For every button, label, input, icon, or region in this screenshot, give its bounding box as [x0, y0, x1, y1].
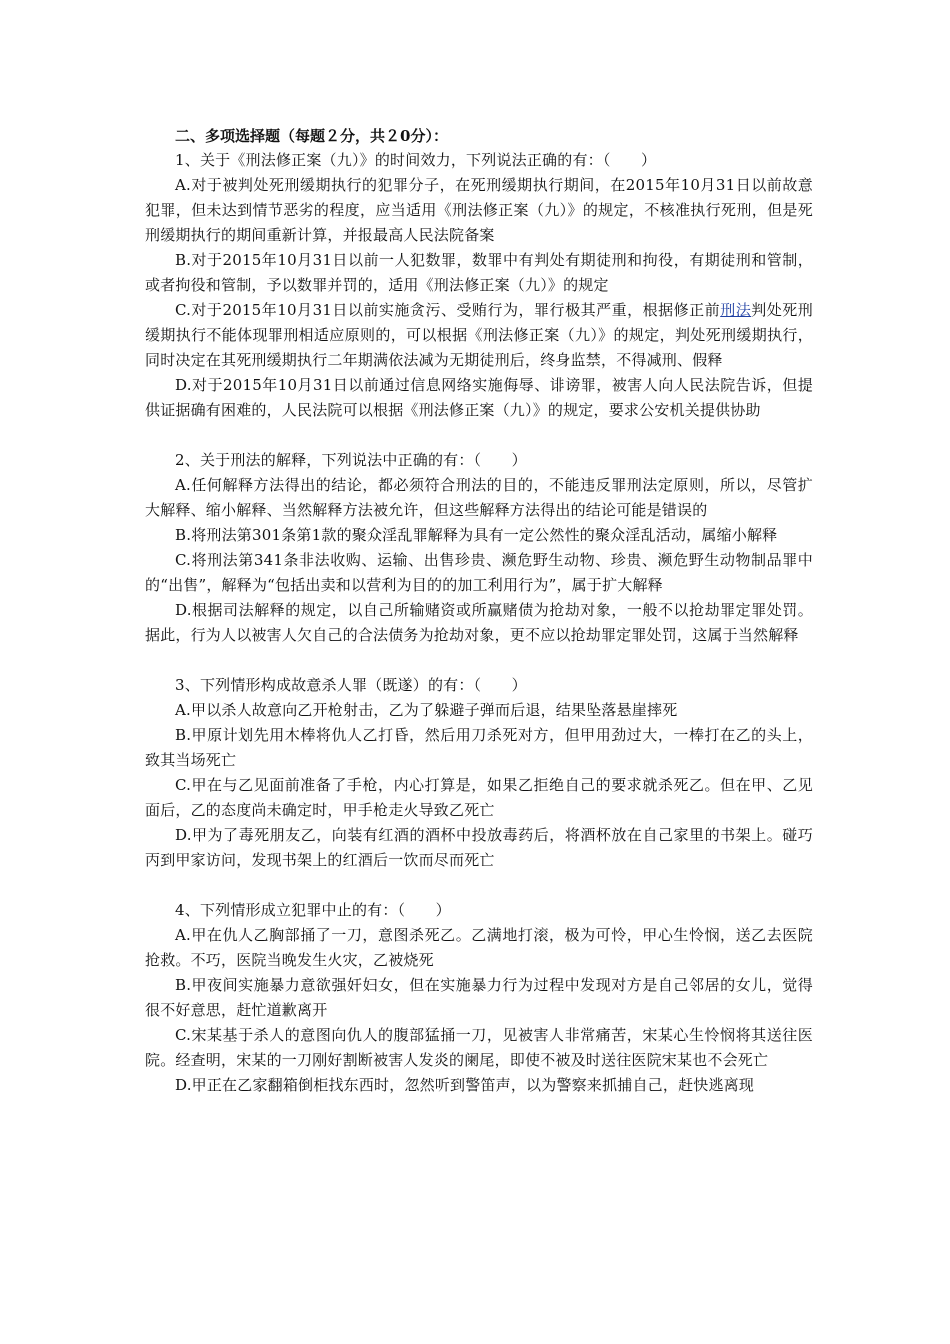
- option-d: D.对于2015年10月31日以前通过信息网络实施侮辱、诽谤罪，被害人向人民法院告诉，但提供证据确有困难的，人民法院可以根据《刑法修正案（九）》的规定，要求公安机关提供协助: [145, 376, 813, 419]
- option-a: A.任何解释方法得出的结论，都必须符合刑法的目的，不能违反罪刑法定原则，所以，尽管扩大解释、缩小解释、当然解释方法被允许，但这些解释方法得出的结论可能是错误的: [145, 476, 813, 519]
- option-c: C.将刑法第341条非法收购、运输、出售珍贵、濒危野生动物、珍贵、濒危野生动物制品罪中的“出售”，解释为“包括出卖和以营利为目的的加工利用行为”，属于扩大解释: [145, 551, 813, 594]
- option-d: D.甲为了毒死朋友乙，向装有红酒的酒杯中投放毒药后，将酒杯放在自己家里的书架上。碰巧丙到甲家访问，发现书架上的红酒后一饮而尽而死亡: [145, 826, 813, 869]
- option-b: B.对于2015年10月31日以前一人犯数罪，数罪中有判处有期徒刑和拘役，有期徒刑和管制，或者拘役和管制，予以数罪并罚的，适用《刑法修正案（九）》的规定: [145, 251, 813, 294]
- option-a: A.对于被判处死刑缓期执行的犯罪分子，在死刑缓期执行期间，在2015年10月31日以前故意犯罪，但未达到情节恶劣的程度，应当适用《刑法修正案（九）》的规定，不核准执行死刑，但是死刑缓期执行的期间重新计算，并报最高人民法院备案: [145, 176, 813, 244]
- option-b: B.将刑法第301条第1款的聚众淫乱罪解释为具有一定公然性的聚众淫乱活动，属缩小解释: [175, 526, 778, 544]
- question-stem: 3、下列情形构成故意杀人罪（既遂）的有：（ ）: [175, 676, 527, 694]
- option-text: 判处死刑缓期执行不能体现罪刑相适应原则的，可以根据《刑法修正案（九）》的规定，判处死刑缓期执行，同时决定在其死刑缓期执行二年期满依法减为无期徒刑后，终身监禁，不得减刑、假释: [145, 301, 813, 369]
- option-text: C.对于2015年10月31日以前实施贪污、受贿行为，罪行极其严重，根据修正前: [175, 301, 721, 319]
- option-a: A.甲以杀人故意向乙开枪射击，乙为了躲避子弹而后退，结果坠落悬崖摔死: [175, 701, 678, 719]
- option-c: C.宋某基于杀人的意图向仇人的腹部猛捅一刀，见被害人非常痛苦，宋某心生怜悯将其送往医院。经查明，宋某的一刀刚好割断被害人发炎的阑尾，即使不被及时送往医院宋某也不会死亡: [145, 1026, 813, 1069]
- option-c: C.甲在与乙见面前准备了手枪，内心打算是，如果乙拒绝自己的要求就杀死乙。但在甲、乙见面后，乙的态度尚未确定时，甲手枪走火导致乙死亡: [145, 776, 813, 819]
- criminal-law-link[interactable]: 刑法: [720, 301, 752, 319]
- spacer: [145, 648, 813, 673]
- question-stem: 4、下列情形成立犯罪中止的有：（ ）: [175, 901, 451, 919]
- question-stem: 1、关于《刑法修正案（九）》的时间效力，下列说法正确的有：（ ）: [175, 151, 657, 169]
- option-d: D.甲正在乙家翻箱倒柜找东西时，忽然听到警笛声，以为警察来抓捕自己，赶快逃离现: [175, 1076, 755, 1094]
- option-b: B.甲原计划先用木棒将仇人乙打昏，然后用刀杀死对方，但甲用劲过大，一棒打在乙的头上，致其当场死亡: [145, 726, 813, 769]
- spacer: [145, 423, 813, 448]
- section-title: 二、多项选择题（每题２分，共２0分）：: [175, 127, 448, 145]
- question-1: [145, 148, 813, 423]
- option-c: [145, 298, 813, 373]
- option-b: B.甲夜间实施暴力意欲强奸妇女，但在实施暴力行为过程中发现对方是自己邻居的女儿，觉得很不好意思，赶忙道歉离开: [145, 976, 813, 1019]
- question-stem: 2、关于刑法的解释，下列说法中正确的有：（ ）: [175, 451, 527, 469]
- option-a: A.甲在仇人乙胸部捅了一刀，意图杀死乙。乙满地打滚，极为可怜，甲心生怜悯，送乙去医院抢救。不巧，医院当晚发生火灾，乙被烧死: [145, 926, 813, 969]
- question-4: [145, 898, 813, 1098]
- question-2: [145, 448, 813, 648]
- question-3: [145, 673, 813, 873]
- spacer: [145, 873, 813, 898]
- option-d: D.根据司法解释的规定，以自己所输赌资或所赢赌债为抢劫对象，一般不以抢劫罪定罪处罚。据此，行为人以被害人欠自己的合法债务为抢劫对象，更不应以抢劫罪定罪处罚，这属于当然解释: [145, 601, 813, 644]
- document-content: [145, 124, 813, 1098]
